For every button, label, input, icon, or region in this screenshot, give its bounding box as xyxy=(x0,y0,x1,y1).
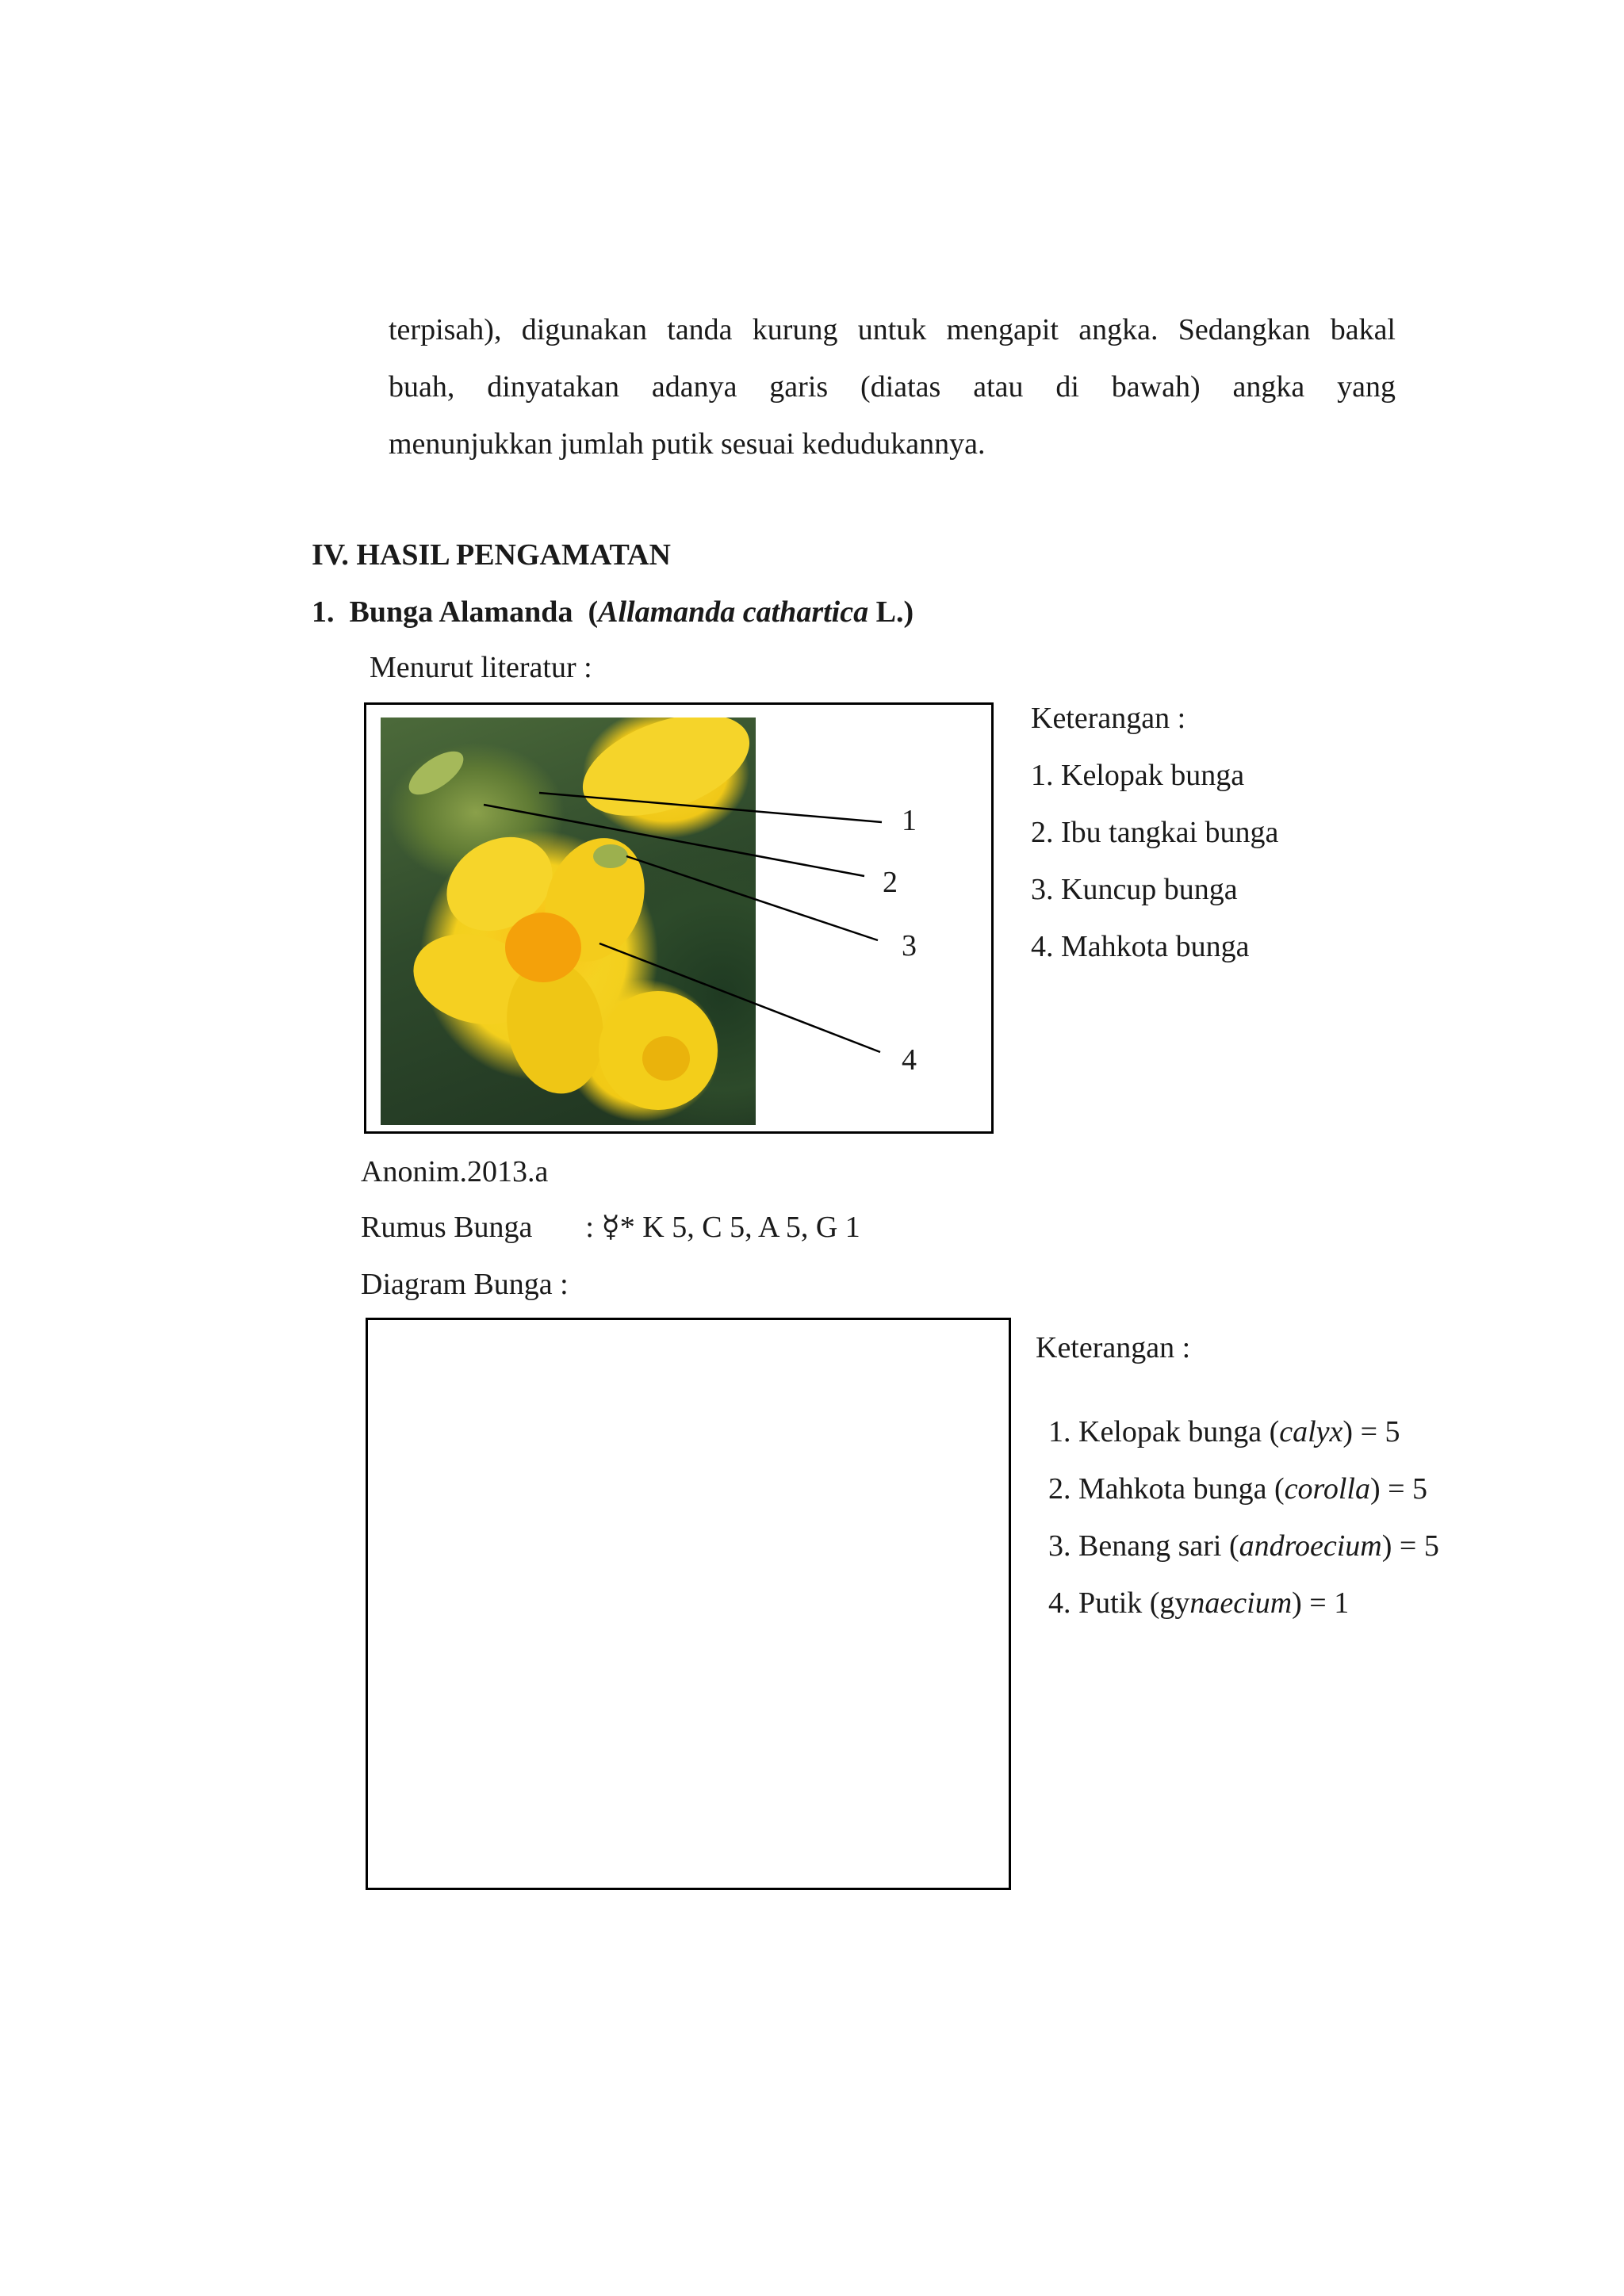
diagram-legend-title: Keterangan : xyxy=(1036,1331,1191,1364)
image-source: Anonim.2013.a xyxy=(361,1155,549,1188)
section-heading: IV. HASIL PENGAMATAN xyxy=(312,538,671,572)
legend-text: 1. Kelopak bunga ( xyxy=(1048,1415,1280,1448)
legend-term: corolla xyxy=(1284,1472,1370,1506)
hermaphrodite-symbol-icon: ☿ xyxy=(601,1211,620,1244)
photo-legend-item: 3. Kuncup bunga xyxy=(1031,873,1238,906)
diagram-label: Diagram Bunga : xyxy=(361,1268,569,1301)
diagram-box xyxy=(366,1318,1011,1890)
pointer-line-4 xyxy=(599,943,880,1052)
floral-formula xyxy=(361,1199,860,1256)
legend-count: ) = 1 xyxy=(1292,1586,1350,1620)
legend-term: androecium xyxy=(1239,1529,1382,1563)
legend-count: ) = 5 xyxy=(1342,1415,1400,1448)
photo-label-4: 4 xyxy=(902,1043,917,1077)
subsection-species: Allamanda cathartica xyxy=(598,595,869,629)
subsection-number: 1. xyxy=(312,595,335,629)
pointer-line-3 xyxy=(626,856,878,940)
subsection-title: Bunga Alamanda xyxy=(349,595,573,629)
photo-legend-title: Keterangan : xyxy=(1031,702,1186,735)
literature-label: Menurut literatur : xyxy=(370,651,592,684)
photo-label-3: 3 xyxy=(902,929,917,962)
diagram-legend-item xyxy=(1048,1460,1439,1517)
diagram-legend-item xyxy=(1048,1575,1439,1632)
subsection-author: L.) xyxy=(868,595,914,629)
diagram-legend-list xyxy=(1048,1403,1439,1632)
diagram-legend-item xyxy=(1048,1517,1439,1575)
paragraph-line-3: menunjukkan jumlah putik sesuai kedudukannya. xyxy=(389,427,986,461)
legend-count: ) = 5 xyxy=(1369,1472,1428,1506)
legend-text: 2. Mahkota bunga ( xyxy=(1048,1472,1285,1506)
photo-label-2: 2 xyxy=(883,866,898,899)
legend-count: ) = 5 xyxy=(1381,1529,1439,1563)
formula-separator: : xyxy=(585,1211,594,1244)
legend-text: 4. Putik (gy xyxy=(1048,1586,1190,1620)
paragraph-line-1: terpisah), digunakan tanda kurung untuk mengapit angka. Sedangkan bakal xyxy=(389,313,1396,346)
photo-legend-item: 2. Ibu tangkai bunga xyxy=(1031,816,1279,849)
photo-legend-item: 4. Mahkota bunga xyxy=(1031,930,1250,963)
legend-text: 3. Benang sari ( xyxy=(1048,1529,1239,1563)
photo-legend-item: 1. Kelopak bunga xyxy=(1031,759,1245,792)
photo-label-1: 1 xyxy=(902,804,917,837)
paragraph-line-2: buah, dinyatakan adanya garis (diatas atau di bawah) angka yang xyxy=(389,370,1396,404)
photo-legend xyxy=(1031,690,1278,975)
pointer-line-1 xyxy=(539,793,882,822)
formula-label: Rumus Bunga xyxy=(361,1211,533,1244)
legend-term: naecium xyxy=(1189,1586,1293,1620)
legend-term: calyx xyxy=(1279,1415,1343,1448)
formula-value: * K 5, C 5, A 5, G 1 xyxy=(619,1211,860,1244)
diagram-legend-item xyxy=(1048,1403,1439,1460)
subsection-paren: ( xyxy=(588,595,599,629)
